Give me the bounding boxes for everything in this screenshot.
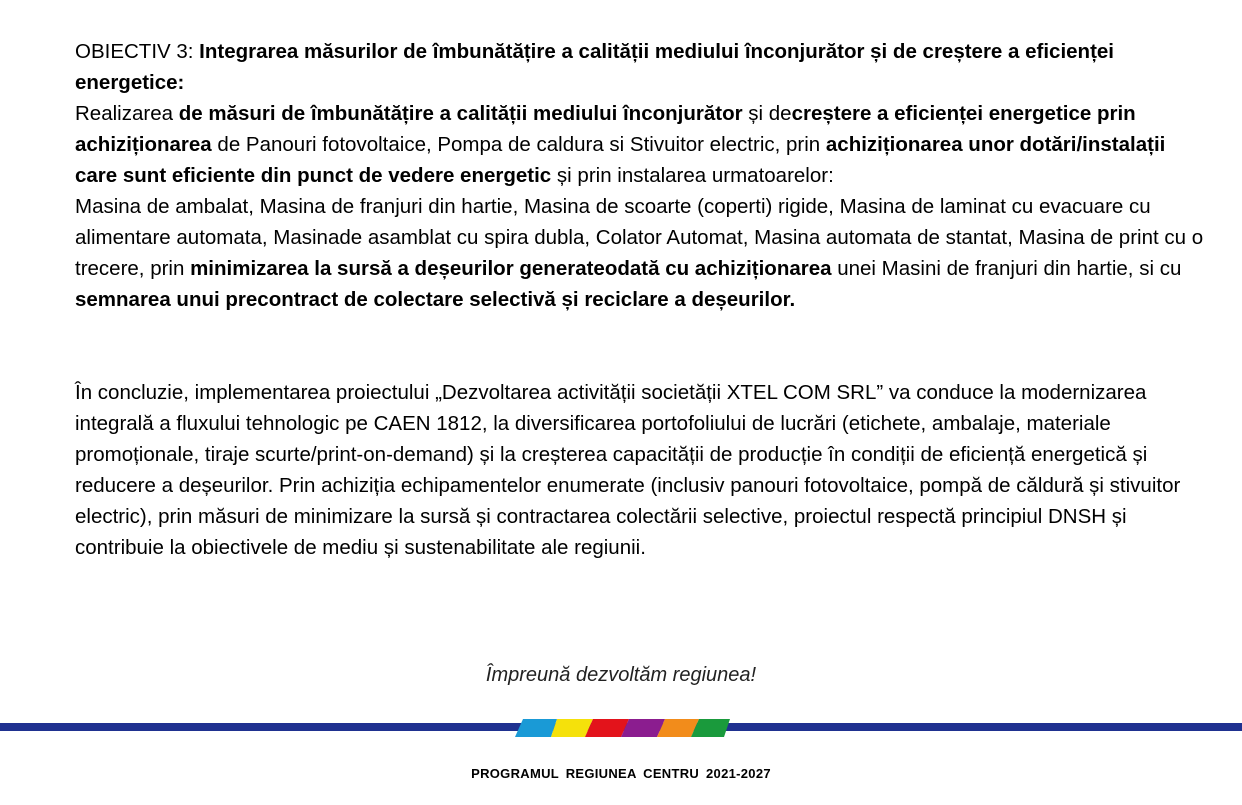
- objective-paragraph: [75, 98, 1205, 315]
- paragraph-text: unei Masini de franjuri din hartie, si cu: [831, 257, 1182, 280]
- color-strip-logo: [515, 719, 730, 737]
- paragraph-bold: semnarea unui precontract de colectare selectivă și reciclare a deșeurilor.: [75, 288, 796, 311]
- objective-title: Integrarea măsurilor de îmbunătățire a calității mediului înconjurător și de creștere a eficienței energetice:: [75, 40, 1114, 94]
- program-name: PROGRAMUL REGIUNEA CENTRU 2021-2027: [471, 766, 771, 781]
- strip-segment-blue: [515, 719, 557, 737]
- objective-heading: [75, 36, 1205, 98]
- paragraph-text: și de: [742, 102, 792, 125]
- document-body: [75, 36, 1205, 563]
- paragraph-text: și prin instalarea urmatoarelor:: [551, 164, 834, 187]
- paragraph-bold: de măsuri de îmbunătățire a calității mediului înconjurător: [178, 102, 743, 125]
- paragraph-bold: creștere a eficienței energetice prin achiziționarea: [75, 102, 1136, 156]
- paragraph-text: Realizarea: [75, 102, 179, 125]
- equipment-list: Masina de ambalat, Masina de franjuri din hartie, Masina de scoarte (coperti) rigide, Masina de laminat cu evacuare cu alimentare automata, Masinade asamblat cu spira dubla, Colator Automat, Masina automata de stantat, Masina de print cu o trecere, prin: [75, 195, 1204, 280]
- slogan: Împreună dezvoltăm regiunea!: [485, 664, 757, 686]
- objective-label: OBIECTIV 3:: [75, 40, 200, 63]
- conclusion-paragraph: În concluzie, implementarea proiectului „Dezvoltarea activității societății XTEL COM SRL” va conduce la modernizarea integrală a fluxului tehnologic pe CAEN 1812, la diversificarea portofoliului de lucrări (etichete, ambalaje, materiale promoționale, tiraje scurte/print-on-demand) și la creșterea capacității de producție în condiții de eficiență energetică și reducere a deșeurilor. Prin achiziția echipamentelor enumerate (inclusiv panouri fotovoltaice, pompă de căldură și stivuitor electric), prin măsuri de minimizare la sursă și contractarea colectării selective, proiectul respectă principiul DNSH și contribuie la obiectivele de mediu și sustenabilitate ale regiunii.: [75, 381, 1181, 559]
- paragraph-bold: achiziționarea unor dotări/instalații care sunt eficiente din punct de vedere energetic: [75, 133, 1166, 187]
- paragraph-bold: minimizarea la sursă a deșeurilor generateodată cu achiziționarea: [190, 257, 832, 280]
- paragraph-spacer: [75, 315, 1205, 377]
- paragraph-text: de Panouri fotovoltaice, Pompa de caldura si Stivuitor electric, prin: [211, 133, 826, 156]
